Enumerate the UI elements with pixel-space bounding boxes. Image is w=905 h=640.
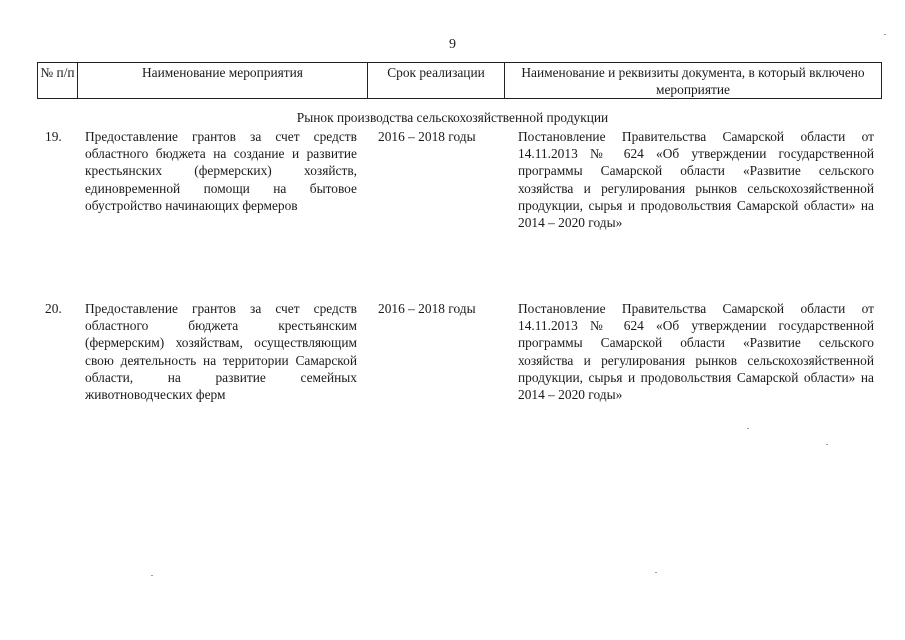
- header-cell-doc: Наименование и реквизиты документа, в который включено мероприятие: [505, 63, 882, 99]
- row-number: 19.: [45, 129, 62, 144]
- section-title: Рынок производства сельскохозяйственной продукции: [296, 110, 609, 125]
- row-document: Постановление Правительства Самарской области от 14.11.2013 № 624 «Об утверждении государственной программы Самарской области «Развитие сельского хозяйства и регулирования рынков сельскохозяйственной продукции, сырья и продовольствия Самарской области» на 2014 – 2020 годы»: [518, 301, 874, 403]
- header-cell-term: Срок реализации: [368, 63, 505, 99]
- page-number: 9: [449, 37, 456, 52]
- row-event-name: Предоставление грантов за счет средств областного бюджета крестьянским (фермерским) хозяйствам, осуществляющим свою деятельность на территории Самарской области, на развитие семейных животноводческих ферм: [85, 301, 357, 403]
- table-header: [37, 62, 882, 99]
- scan-speck: [655, 572, 657, 573]
- row-number: 20.: [45, 301, 62, 316]
- scan-speck: [151, 575, 153, 576]
- scan-speck: [826, 444, 828, 445]
- row-term: 2016 – 2018 годы: [378, 129, 476, 144]
- table-header-row: [38, 63, 882, 99]
- row-event-name: Предоставление грантов за счет средств областного бюджета на создание и развитие крестьянских (фермерских) хозяйств, единовременной помощи на бытовое обустройство начинающих фермеров: [85, 129, 357, 213]
- row-document: Постановление Правительства Самарской области от 14.11.2013 № 624 «Об утверждении государственной программы Самарской области «Развитие сельского хозяйства и регулирования рынков сельскохозяйственной продукции, сырья и продовольствия Самарской области» на 2014 – 2020 годы»: [518, 129, 874, 231]
- header-cell-name: Наименование мероприятия: [78, 63, 368, 99]
- header-cell-num: № п/п: [38, 63, 78, 99]
- scan-speck: [747, 428, 749, 429]
- scan-speck: [884, 34, 886, 35]
- row-term: 2016 – 2018 годы: [378, 301, 476, 316]
